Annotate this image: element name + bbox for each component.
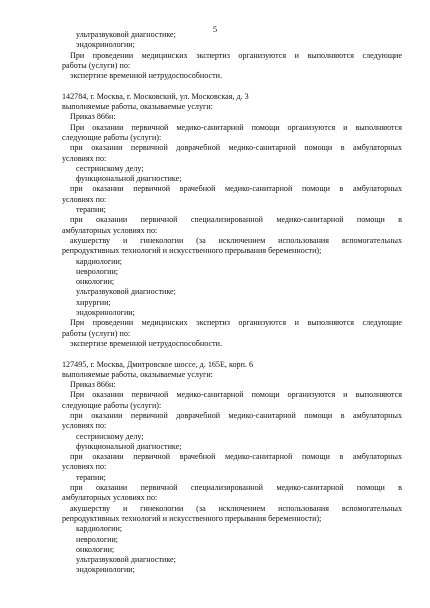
text-line: терапии; (76, 205, 106, 215)
text-line: экспертизе временной нетрудоспособности. (70, 338, 222, 348)
text-line: репродуктивных технологий и искусственного прерывания беременности); (62, 246, 322, 256)
text-line: ультразвуковой диагностике; (76, 287, 176, 297)
text-line: условиях по: (62, 421, 107, 431)
text-line: кардиологии; (76, 524, 123, 534)
text-line: функциональной диагностике; (76, 174, 182, 184)
text-line: неврологии; (76, 266, 119, 276)
text-line: выполняемые работы, оказываемые услуги: (62, 102, 213, 112)
text-line: амбулаторных условиях по: (62, 493, 158, 503)
text-line: онкологии; (76, 277, 115, 287)
text-line: репродуктивных технологий и искусственного прерывания беременности); (62, 513, 322, 523)
text-line: терапии; (76, 472, 106, 482)
text-line: при оказании первичной врачебной медико-санитарной помощи в амбулаторных (70, 184, 402, 194)
text-line: акушерству и гинекологии (за исключением использования вспомогательных (70, 503, 402, 513)
text-line: при оказании первичной специализированной медико-санитарной помощи в (70, 215, 402, 225)
section-spacer (62, 349, 402, 359)
text-line: сестринскому делу; (76, 431, 144, 441)
text-line: При проведении медицинских экспертиз организуются и выполняются следующие (70, 318, 402, 328)
text-line: эндокринологии; (76, 565, 135, 575)
text-line: при оказании первичной доврачебной медико-санитарной помощи в амбулаторных (70, 143, 402, 153)
text-line: При оказании первичной медико-санитарной помощи организуются и выполняются (70, 390, 402, 400)
text-line: условиях по: (62, 462, 107, 472)
text-line: работы (услуги) по: (62, 328, 131, 338)
text-line: амбулаторных условиях по: (62, 225, 158, 235)
text-line: следующие работы (услуги): (62, 132, 162, 142)
text-line: при оказании первичной специализированной медико-санитарной помощи в (70, 483, 402, 493)
text-line: работы (услуги) по: (62, 60, 131, 70)
text-line: при оказании первичной доврачебной медико-санитарной помощи в амбулаторных (70, 410, 402, 420)
text-line: эндокринологии; (76, 40, 135, 50)
text-line: При проведении медицинских экспертиз организуются и выполняются следующие (70, 50, 402, 60)
text-line: Приказ 866н: (70, 380, 116, 390)
text-line: Приказ 866н: (70, 112, 116, 122)
text-line: 142784, г. Москва, г. Московский, ул. Московская, д. 3 (62, 91, 249, 101)
text-line: При оказании первичной медико-санитарной помощи организуются и выполняются (70, 122, 402, 132)
text-line: следующие работы (услуги): (62, 400, 162, 410)
text-line: кардиологии; (76, 256, 123, 266)
text-line: сестринскому делу; (76, 163, 144, 173)
page-number: 5 (212, 24, 218, 34)
text-line: условиях по: (62, 194, 107, 204)
text-line: при оказании первичной врачебной медико-санитарной помощи в амбулаторных (70, 452, 402, 462)
text-line: хирургии; (76, 297, 111, 307)
document-body (62, 30, 402, 576)
text-line: неврологии; (76, 534, 119, 544)
text-line: эндокринологии; (76, 308, 135, 318)
text-line: 127495, г. Москва, Дмитровское шоссе, д. 165Е, корп. 6 (62, 359, 253, 369)
text-line: ультразвуковой диагностике; (76, 555, 176, 565)
text-line: онкологии; (76, 544, 115, 554)
text-line: условиях по: (62, 153, 107, 163)
section-spacer (62, 81, 402, 91)
text-line: функциональной диагностике; (76, 441, 182, 451)
text-line: акушерству и гинекологии (за исключением использования вспомогательных (70, 235, 402, 245)
text-line: ультразвуковой диагностике; (76, 30, 176, 39)
text-line: экспертизе временной нетрудоспособности. (70, 71, 222, 81)
text-line: выполняемые работы, оказываемые услуги: (62, 369, 213, 379)
